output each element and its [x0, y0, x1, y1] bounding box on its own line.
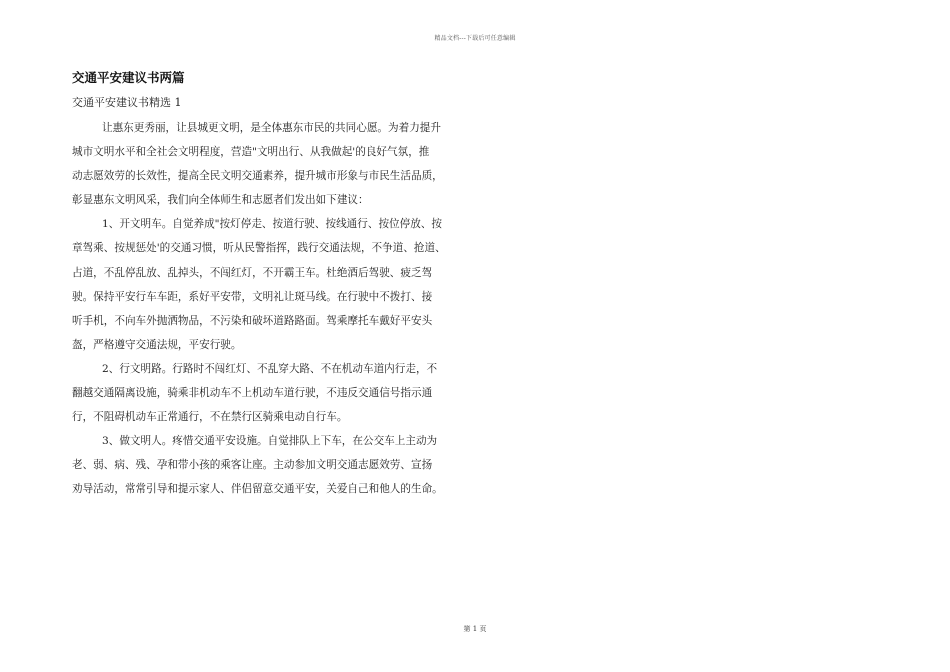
paragraph-line: 听手机，不向车外抛洒物品，不污染和破坏道路路面。驾乘摩托车戴好平安头: [72, 314, 433, 327]
paragraph-line: 城市文明水平和全社会文明程度，营造"文明出行、从我做起'的良好气氛，推: [72, 146, 430, 159]
paragraph-line: 驶。保持平安行车车距，系好平安带，文明礼让斑马线。在行驶中不拨打、接: [72, 290, 433, 303]
paragraph-line: 3、做文明人。疼惜交通平安设施。自觉排队上下车，在公交车上主动为: [102, 435, 438, 448]
paragraph-line: 1、开文明车。自觉养成"按灯停走、按道行驶、按线通行、按位停放、按: [102, 218, 443, 231]
page-number: 第 1 页: [463, 625, 487, 633]
paragraph-line: 章驾乘、按规惩处'的交通习惯，听从民警指挥，践行交通法规，不争道、抢道、: [72, 242, 446, 255]
document-body: [72, 116, 472, 502]
paragraph-line: 让惠东更秀丽，让县城更文明，是全体惠东市民的共同心愿。为着力提升: [102, 122, 441, 134]
paragraph-line: 行，不阻碍机动车正常通行，不在禁行区骑乘电动自行车。: [72, 411, 348, 424]
page-header: 精品文档---下载后可任意编辑: [434, 35, 516, 42]
document-subtitle: 交通平安建议书精选 1: [72, 96, 182, 109]
paragraph-line: 盔，严格遵守交通法规，平安行驶。: [72, 338, 242, 351]
document-title: 交通平安建议书两篇: [72, 70, 185, 85]
paragraph-line: 劝导活动，常常引导和提示家人、伴侣留意交通平安，关爱自己和他人的生命。: [72, 483, 443, 496]
paragraph-line: 彰显惠东文明风采，我们向全体师生和志愿者们发出如下建议：: [72, 194, 369, 207]
paragraph-line: 占道，不乱停乱放、乱掉头，不闯红灯，不开霸王车。杜绝酒后驾驶、疲乏驾: [72, 266, 433, 279]
paragraph-line: 翻越交通隔离设施，骑乘非机动车不上机动车道行驶，不违反交通信号指示通: [72, 387, 433, 400]
paragraph-line: 2、行文明路。行路时不闯红灯、不乱穿大路、不在机动车道内行走，不: [102, 362, 438, 375]
paragraph-line: 老、弱、病、残、孕和带小孩的乘客让座。主动参加文明交通志愿效劳、宣扬: [72, 459, 433, 472]
paragraph-line: 动志愿效劳的长效性，提高全民文明交通素养，提升城市形象与市民生活品质，: [72, 170, 443, 183]
